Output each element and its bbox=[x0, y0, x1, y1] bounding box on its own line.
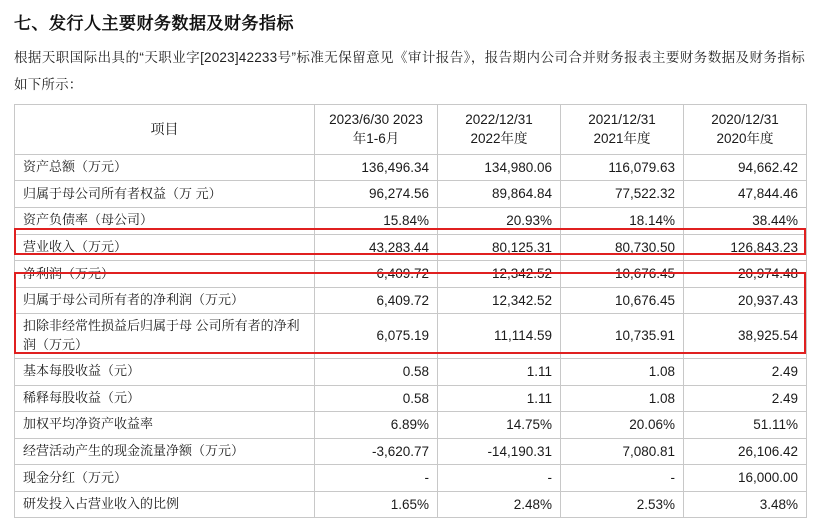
table-header-row bbox=[15, 104, 807, 154]
cell-value: 96,274.56 bbox=[315, 181, 438, 208]
column-header-2023h1-line2: 年1-6月 bbox=[352, 131, 400, 147]
cell-value: 20,937.43 bbox=[684, 287, 807, 314]
cell-value: 1.08 bbox=[561, 385, 684, 412]
row-label: 现金分红（万元） bbox=[15, 465, 315, 492]
cell-value: 20.06% bbox=[561, 412, 684, 439]
cell-value: - bbox=[315, 465, 438, 492]
row-label: 营业收入（万元） bbox=[15, 234, 315, 261]
cell-value: 38,925.54 bbox=[684, 314, 807, 359]
table-row bbox=[15, 438, 807, 465]
table-row bbox=[15, 385, 807, 412]
cell-value: 2.53% bbox=[561, 491, 684, 518]
table-row bbox=[15, 358, 807, 385]
cell-value: 10,676.45 bbox=[561, 261, 684, 288]
row-label: 资产负债率（母公司） bbox=[15, 208, 315, 235]
cell-value: 2.49 bbox=[684, 358, 807, 385]
column-header-2022-line1: 2022/12/31 bbox=[465, 111, 533, 127]
row-label: 归属于母公司所有者的净利润（万元） bbox=[15, 287, 315, 314]
cell-value: 1.11 bbox=[438, 385, 561, 412]
table-row bbox=[15, 465, 807, 492]
cell-value: - bbox=[561, 465, 684, 492]
table-row bbox=[15, 154, 807, 181]
row-label: 资产总额（万元） bbox=[15, 154, 315, 181]
column-header-item-line1: 项目 bbox=[150, 121, 179, 138]
cell-value: 126,843.23 bbox=[684, 234, 807, 261]
row-label: 经营活动产生的现金流量净额（万元） bbox=[15, 438, 315, 465]
column-header-2020-line2: 2020年度 bbox=[716, 131, 774, 147]
cell-value: 3.48% bbox=[684, 491, 807, 518]
cell-value: 10,676.45 bbox=[561, 287, 684, 314]
cell-value: 6,075.19 bbox=[315, 314, 438, 359]
column-header-item bbox=[15, 104, 315, 154]
cell-value: 1.08 bbox=[561, 358, 684, 385]
row-label: 研发投入占营业收入的比例 bbox=[15, 491, 315, 518]
cell-value: 14.75% bbox=[438, 412, 561, 439]
column-header-2021 bbox=[561, 104, 684, 154]
column-header-2021-line1: 2021/12/31 bbox=[588, 111, 656, 127]
cell-value: 94,662.42 bbox=[684, 154, 807, 181]
row-label: 加权平均净资产收益率 bbox=[15, 412, 315, 439]
table-row bbox=[15, 181, 807, 208]
table-row bbox=[15, 208, 807, 235]
cell-value: 89,864.84 bbox=[438, 181, 561, 208]
cell-value: 20,974.48 bbox=[684, 261, 807, 288]
cell-value: 20.93% bbox=[438, 208, 561, 235]
table-row bbox=[15, 234, 807, 261]
cell-value: 16,000.00 bbox=[684, 465, 807, 492]
column-header-2021-line2: 2021年度 bbox=[593, 131, 651, 147]
cell-value: - bbox=[438, 465, 561, 492]
cell-value: 136,496.34 bbox=[315, 154, 438, 181]
cell-value: 12,342.52 bbox=[438, 287, 561, 314]
cell-value: 10,735.91 bbox=[561, 314, 684, 359]
cell-value: 134,980.06 bbox=[438, 154, 561, 181]
column-header-2023h1-line1: 2023/6/30 2023 bbox=[329, 111, 423, 127]
table-body bbox=[15, 154, 807, 517]
cell-value: 1.11 bbox=[438, 358, 561, 385]
cell-value: 80,730.50 bbox=[561, 234, 684, 261]
table-row bbox=[15, 314, 807, 359]
cell-value: 1.65% bbox=[315, 491, 438, 518]
row-label: 净利润（万元） bbox=[15, 261, 315, 288]
cell-value: 12,342.52 bbox=[438, 261, 561, 288]
cell-value: 0.58 bbox=[315, 358, 438, 385]
column-header-2023h1 bbox=[315, 104, 438, 154]
cell-value: 2.48% bbox=[438, 491, 561, 518]
cell-value: 2.49 bbox=[684, 385, 807, 412]
financial-data-table bbox=[14, 104, 807, 518]
cell-value: -3,620.77 bbox=[315, 438, 438, 465]
row-label: 基本每股收益（元） bbox=[15, 358, 315, 385]
column-header-2020-line1: 2020/12/31 bbox=[711, 111, 779, 127]
cell-value: 80,125.31 bbox=[438, 234, 561, 261]
column-header-2020 bbox=[684, 104, 807, 154]
cell-value: 11,114.59 bbox=[438, 314, 561, 359]
cell-value: 38.44% bbox=[684, 208, 807, 235]
row-label: 扣除非经常性损益后归属于母 公司所有者的净利润（万元） bbox=[15, 314, 315, 359]
cell-value: 7,080.81 bbox=[561, 438, 684, 465]
table-header bbox=[15, 104, 807, 154]
page-title: 七、发行人主要财务数据及财务指标 bbox=[14, 14, 294, 33]
cell-value: 6,409.72 bbox=[315, 287, 438, 314]
cell-value: 51.11% bbox=[684, 412, 807, 439]
cell-value: 77,522.32 bbox=[561, 181, 684, 208]
cell-value: 47,844.46 bbox=[684, 181, 807, 208]
column-header-2022 bbox=[438, 104, 561, 154]
cell-value: 116,079.63 bbox=[561, 154, 684, 181]
row-label: 稀释每股收益（元） bbox=[15, 385, 315, 412]
cell-value: -14,190.31 bbox=[438, 438, 561, 465]
table-row bbox=[15, 287, 807, 314]
table-row bbox=[15, 261, 807, 288]
cell-value: 6.89% bbox=[315, 412, 438, 439]
row-label: 归属于母公司所有者权益（万 元） bbox=[15, 181, 315, 208]
cell-value: 26,106.42 bbox=[684, 438, 807, 465]
cell-value: 15.84% bbox=[315, 208, 438, 235]
cell-value: 6,409.72 bbox=[315, 261, 438, 288]
cell-value: 0.58 bbox=[315, 385, 438, 412]
cell-value: 18.14% bbox=[561, 208, 684, 235]
financial-table-wrapper bbox=[14, 104, 805, 518]
intro-paragraph: 根据天职国际出具的“天职业字[2023]42233号”标准无保留意见《审计报告》，报告期内公司合并财务报表主要财务数据及财务指标如下所示： bbox=[14, 49, 805, 92]
cell-value: 43,283.44 bbox=[315, 234, 438, 261]
column-header-2022-line2: 2022年度 bbox=[470, 131, 528, 147]
table-row bbox=[15, 412, 807, 439]
